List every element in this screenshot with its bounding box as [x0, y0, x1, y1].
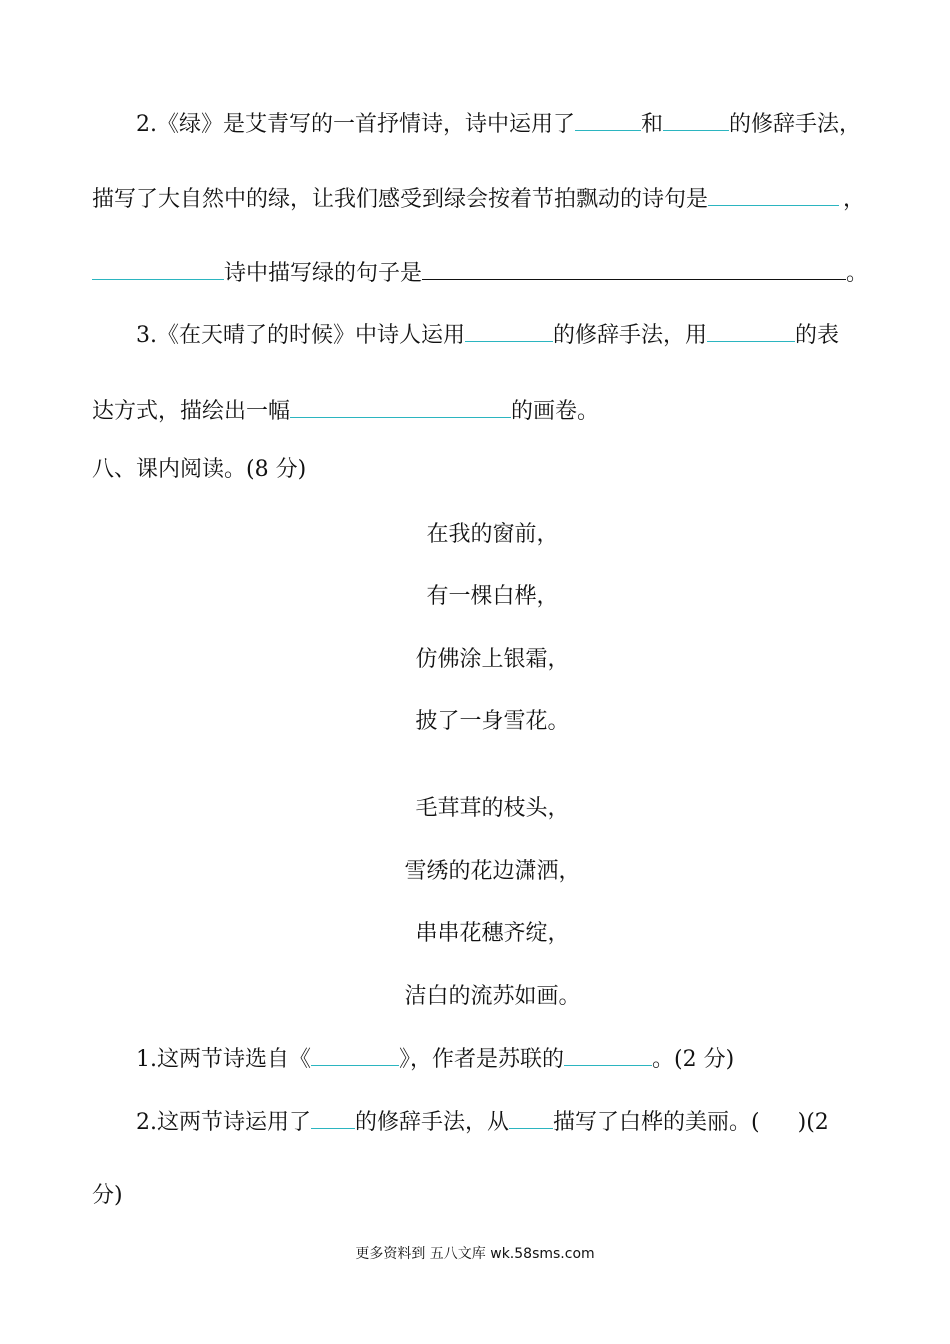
q7-3-text-b: 的修辞手法，用 — [553, 323, 708, 348]
poem-line: 仿佛涂上银霜， — [415, 647, 570, 672]
q8-1-text-b: 》，作者是苏联的 — [399, 1047, 565, 1072]
q8-2-text-d: )(2 — [797, 1110, 829, 1135]
q8-2-text-c: 描写了白桦的美丽。( — [553, 1110, 760, 1135]
q7-3-text-e: 的画卷。 — [511, 399, 600, 424]
q7-2-text-e: ， — [843, 187, 866, 212]
poem-line: 洁白的流苏如画。 — [404, 984, 581, 1009]
q7-2-text-b: 和 — [641, 112, 664, 137]
answer-blank[interactable] — [707, 319, 795, 342]
answer-blank[interactable] — [92, 257, 224, 280]
q8-2-line2: 分) — [92, 1183, 123, 1208]
q8-2-line1 — [136, 1106, 829, 1138]
q7-3-line2 — [92, 395, 599, 427]
answer-blank[interactable] — [465, 319, 553, 342]
answer-blank[interactable] — [311, 1043, 399, 1066]
answer-blank[interactable] — [290, 395, 511, 418]
q7-2-line2 — [92, 183, 865, 215]
answer-blank[interactable] — [422, 257, 846, 280]
poem-line: 披了一身雪花。 — [415, 709, 570, 734]
section-8-title: 八、课内阅读。(8 分) — [92, 457, 307, 482]
q7-3-text-a: 3.《在天晴了的时候》中诗人运用 — [136, 323, 465, 348]
answer-blank[interactable] — [663, 108, 729, 131]
answer-blank[interactable] — [564, 1043, 652, 1066]
q7-2-text-f: 诗中描写绿的句子是 — [224, 261, 423, 286]
q8-2-text-b: 的修辞手法，从 — [355, 1110, 510, 1135]
answer-blank[interactable] — [311, 1106, 355, 1129]
q7-3-text-c: 的表 — [795, 323, 840, 348]
q7-2-text-d: 描写了大自然中的绿，让我们感受到绿会按着节拍飘动的诗句是 — [92, 187, 709, 212]
q8-1-text-a: 1.这两节诗选自《 — [136, 1047, 311, 1072]
poem-line: 雪绣的花边潇洒， — [404, 859, 581, 884]
answer-blank[interactable] — [708, 183, 839, 206]
poem-line: 有一棵白桦， — [426, 584, 559, 609]
q7-2-line3 — [92, 257, 868, 289]
answer-blank[interactable] — [575, 108, 641, 131]
q7-3-text-d: 达方式，描绘出一幅 — [92, 399, 291, 424]
footer-watermark: 更多资料到 五八文库 wk.58sms.com — [355, 1246, 595, 1262]
q7-2-text-a: 2.《绿》是艾青写的一首抒情诗，诗中运用了 — [136, 112, 575, 137]
q7-2-text-g: 。 — [846, 261, 869, 286]
poem-line: 毛茸茸的枝头， — [415, 796, 570, 821]
q8-1-text-c: 。(2 分) — [652, 1047, 735, 1072]
q7-2-text-c: 的修辞手法， — [729, 112, 862, 137]
q7-3-line1 — [136, 319, 839, 351]
poem-line: 在我的窗前， — [426, 522, 559, 547]
answer-blank[interactable] — [509, 1106, 553, 1129]
q8-2-text-a: 2.这两节诗运用了 — [136, 1110, 311, 1135]
q7-2-line1 — [136, 108, 861, 140]
q8-1-line — [136, 1043, 734, 1075]
poem-line: 串串花穗齐绽， — [415, 921, 570, 946]
